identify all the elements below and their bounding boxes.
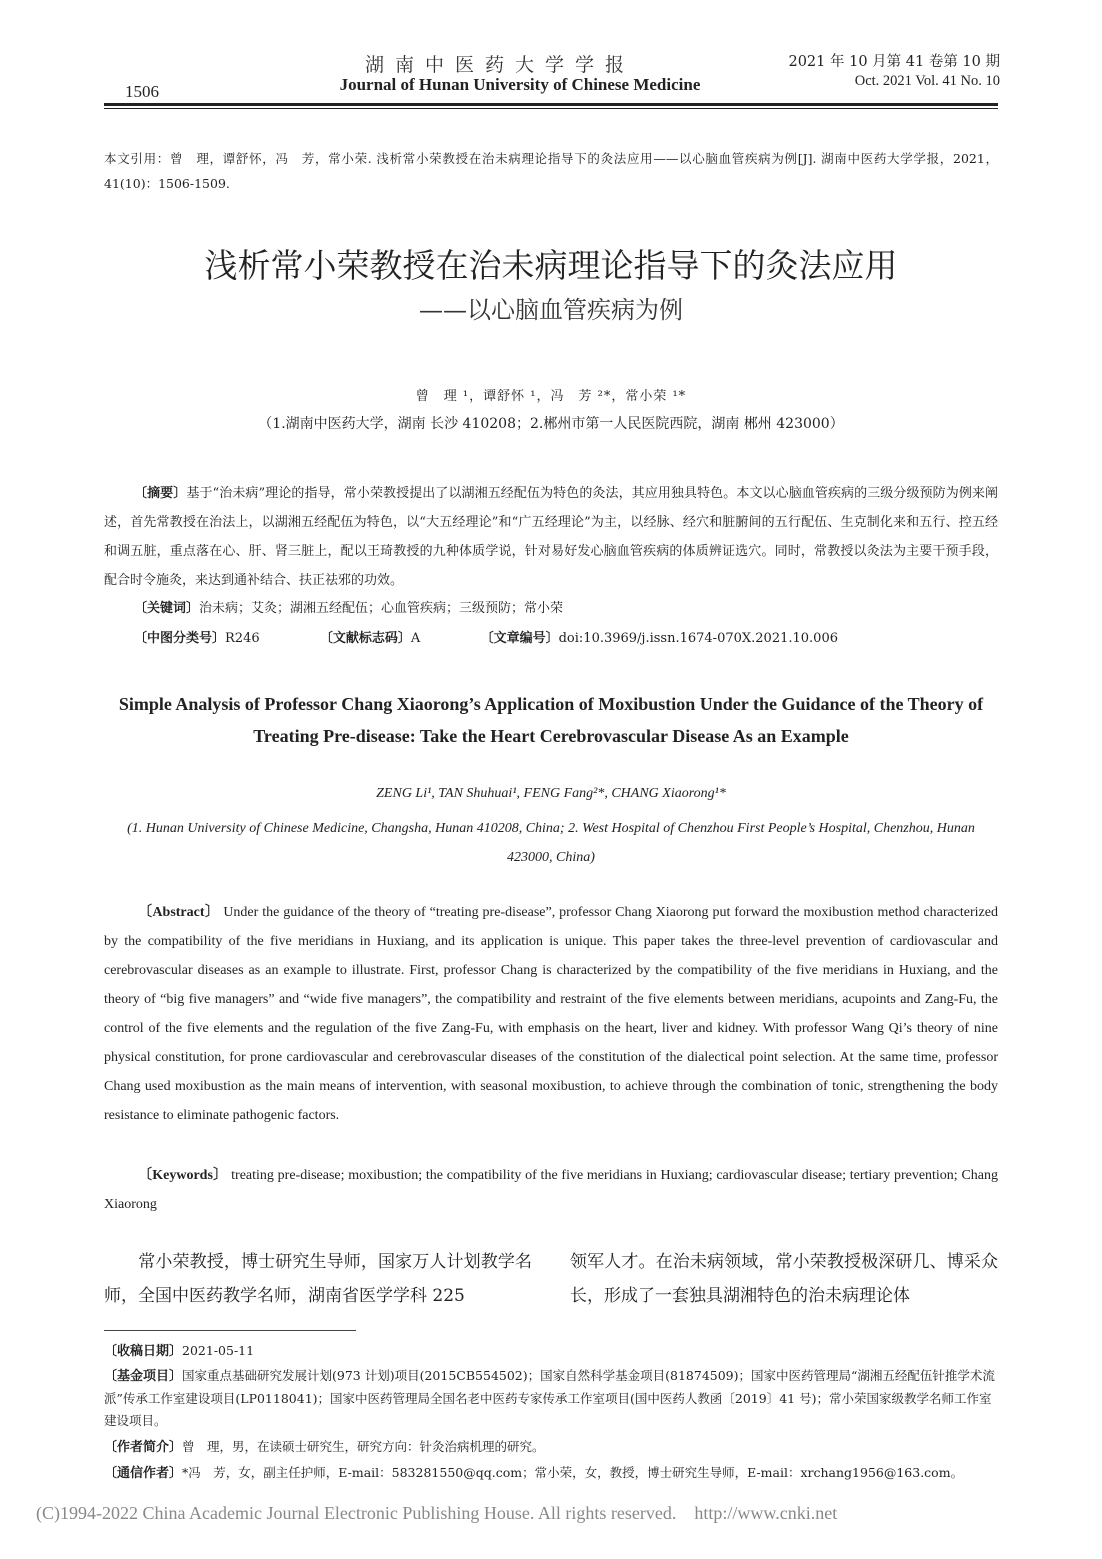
corresponding-label: 〔通信作者〕	[104, 1466, 183, 1481]
page-number: 1506	[125, 82, 159, 101]
footnote-author	[104, 1436, 998, 1459]
journal-title-cn: 湖南中医药大学学报	[364, 54, 635, 76]
paper-title-cn: 浅析常小荣教授在治未病理论指导下的灸法应用	[204, 246, 898, 285]
body-column-left: 常小荣教授，博士研究生导师，国家万人计划教学名师，全国中医药教学名师，湖南省医学学科 225	[104, 1252, 532, 1306]
article-id-label: 〔文章编号〕	[480, 631, 559, 646]
doc-code-label: 〔文献标志码〕	[319, 631, 411, 646]
abstract-cn-text: 基于“治未病”理论的指导，常小荣教授提出了以湖湘五经配伍为特色的灸法，其应用独具特色。本文以心脑血管疾病的三级分级预防为例来阐述，首先常教授在治法上，以湖湘五经配伍为特色，以“大五经理论”和“广五经理论”为主，以经脉、经穴和脏腑间的五行配伍、生克制化来和五行、控五经和调五脏，重点落在心、肝、肾三脏上，配以王琦教授的九种体质学说，针对易好发心脑血管疾病的体质辨证选穴。同时，常教授以灸法为主要干预手段，配合时令施灸，来达到通补结合、扶正祛邪的功效。	[104, 486, 998, 588]
header-rule-thin	[104, 108, 998, 109]
footnote-fund	[104, 1365, 998, 1432]
authors-cn: 曾 理 ¹，谭舒怀 ¹，冯 芳 ²*，常小荣 ¹*	[415, 389, 687, 404]
issue-info-cn: 2021 年 10 月第 41 卷第 10 期	[788, 54, 1000, 70]
paper-subtitle-cn: ——以心脑血管疾病为例	[419, 296, 683, 324]
classification-line	[104, 624, 998, 653]
keywords-en-label: 〔Keywords〕	[138, 1168, 228, 1183]
footnote-received	[104, 1340, 998, 1363]
abstract-en-text: Under the guidance of the theory of “treating pre-disease”, professor Chang Xiaorong put forward the moxibustion method characterized by the compatibility of the five meridians in Huxiang, and its application is unique. This paper takes the three-level prevention of cardiovascular and cerebrovascular diseases as an example to illustrate. First, professor Chang is characterized by the compatibility of the five meridians in Huxiang, and the theory of “big five managers” and “wide five managers”, the compatibility and restraint of the five elements between meridians, acupoints and Zang-Fu, the control of the five elements and the regulation of the five Zang-Fu, with emphasis on the heart, liver and kidney. With professor Wang Qi’s theory of nine physical constitution, for prone cardiovascular and cerebrovascular diseases of the constitution of the dialectical point selection. At the same time, professor Chang used moxibustion as the main means of intervention, with seasonal moxibustion, to achieve through the combination of tonic, strengthening the body resistance to eliminate pathogenic factors.	[104, 905, 998, 1123]
doc-code-value: A	[410, 631, 421, 646]
affiliation-cn: （1.湖南中医药大学，湖南 长沙 410208；2.郴州市第一人民医院西院，湖南 郴州 423000）	[258, 416, 844, 432]
keywords-en-text: treating pre-disease; moxibustion; the compatibility of the five meridians in Huxiang; cardiovascular disease; tertiary prevention; Chang Xiaorong	[104, 1168, 998, 1212]
footnote-corresponding	[104, 1462, 998, 1485]
clc-value: R246	[225, 631, 260, 646]
fund-value: 国家重点基础研究发展计划(973 计划)项目(2015CB554502)；国家自然科学基金项目(81874509)；国家中医药管理局“湖湘五经配伍针推学术流派”传承工作室建设项目(LP0118041)；国家中医药管理局全国名老中医药专家传承工作室项目(国中医药人教函〔2019〕41 号)；常小荣国家级教学名师工作室建设项目。	[104, 1368, 995, 1428]
footnote-rule	[104, 1330, 356, 1331]
author-bio-label: 〔作者简介〕	[104, 1440, 183, 1455]
header-rule-thick	[104, 103, 998, 106]
keywords-cn-label: 〔关键词〕	[134, 601, 200, 616]
abstract-cn-label: 〔摘要〕	[134, 486, 187, 501]
received-value: 2021-05-11	[182, 1343, 255, 1358]
clc-label: 〔中图分类号〕	[134, 631, 226, 646]
keywords-cn	[104, 594, 998, 623]
paper-title-en: Simple Analysis of Professor Chang Xiaorong’s Application of Moxibustion Under the Guidance of the Theory of Treating Pre-disease: Take the Heart Cerebrovascular Disease As an Example	[118, 694, 984, 746]
journal-title-en: Journal of Hunan University of Chinese Medicine	[339, 75, 701, 94]
fund-label: 〔基金项目〕	[104, 1369, 183, 1384]
body-column-right: 领军人才。在治未病领域，常小荣教授极深研几、博采众长，形成了一套独具湖湘特色的治未病理论体	[570, 1252, 998, 1306]
issue-info-en: Oct. 2021 Vol. 41 No. 10	[854, 73, 1000, 89]
author-bio-value: 曾 理，男，在读硕士研究生，研究方向：针灸治病机理的研究。	[182, 1439, 545, 1454]
authors-en: ZENG Li¹, TAN Shuhuai¹, FENG Fang²*, CHANG Xiaorong¹*	[376, 786, 726, 801]
citation: 本文引用：曾 理，谭舒怀，冯 芳，常小荣. 浅析常小荣教授在治未病理论指导下的灸法应用——以心脑血管疾病为例[J]. 湖南中医药大学学报，2021，41(10)：1506-1509.	[104, 151, 998, 191]
abstract-en	[104, 898, 998, 1130]
corresponding-value: *冯 芳，女，副主任护师，E-mail：583281550@qq.com；常小荣，女，教授，博士研究生导师，E-mail：xrchang1956@163.com。	[182, 1465, 964, 1480]
affiliation-en: (1. Hunan University of Chinese Medicine, Changsha, Hunan 410208, China; 2. West Hospital of Chenzhou First People’s Hospital, Chenzhou, Hunan 423000, China)	[127, 821, 975, 865]
article-id-value: doi:10.3969/j.issn.1674-070X.2021.10.006	[558, 631, 838, 646]
keywords-cn-text: 治未病；艾灸；湖湘五经配伍；心血管疾病；三级预防；常小荣	[199, 601, 564, 616]
abstract-en-label: 〔Abstract〕	[138, 905, 220, 920]
received-label: 〔收稿日期〕	[104, 1344, 183, 1359]
abstract-cn	[104, 479, 998, 595]
keywords-en	[104, 1161, 998, 1219]
copyright-notice: (C)1994-2022 China Academic Journal Electronic Publishing House. All rights reserved. http://www.cnki.net	[36, 1503, 838, 1523]
